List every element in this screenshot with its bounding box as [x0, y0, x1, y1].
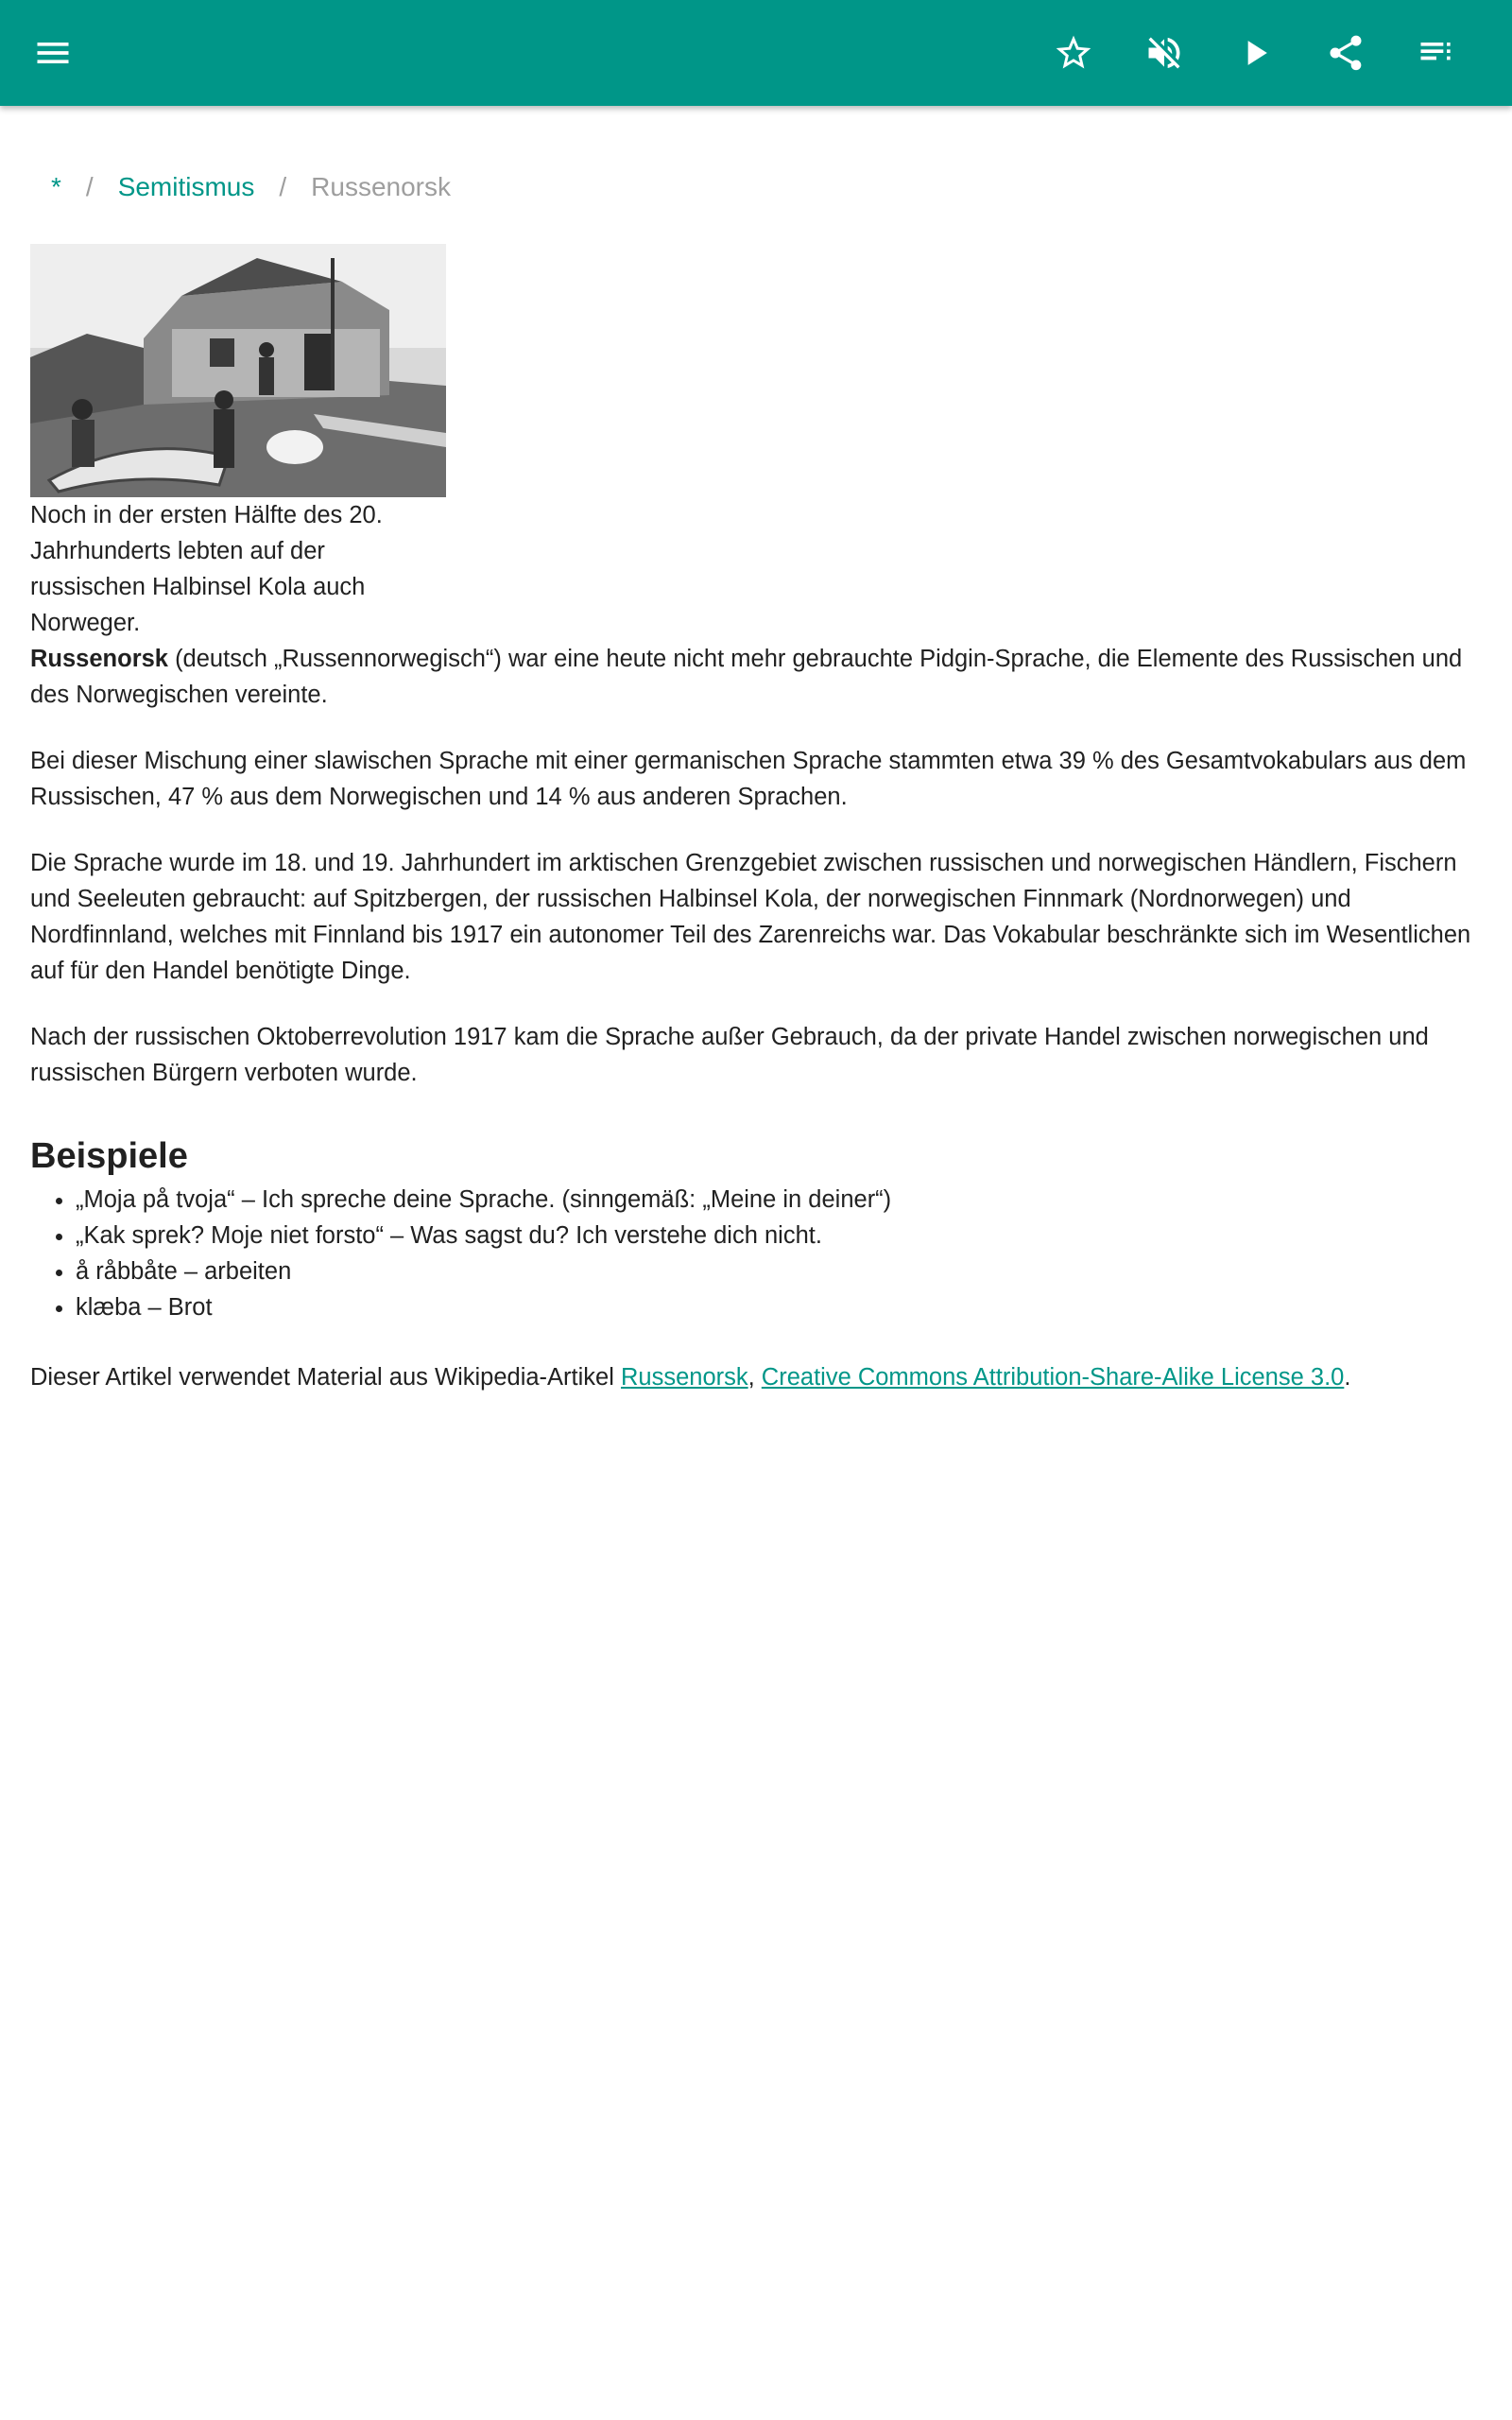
attribution [30, 1359, 1486, 1395]
menu-icon[interactable] [23, 23, 83, 83]
breadcrumb [51, 168, 1486, 206]
article-content [30, 151, 1486, 1426]
attribution-separator: , [747, 1364, 762, 1391]
breadcrumb-separator: / [279, 172, 287, 201]
figure-caption: Noch in der ersten Hälfte des 20. Jahrhunderts lebten auf der russischen Halbinsel Kola auch Norweger. [30, 502, 383, 636]
paragraph-vocabulary: Bei dieser Mischung einer slawischen Sprache mit einer germanischen Sprache stammten etwa 39 % des Gesamtvokabulars aus dem Russischen, 47 % aus dem Norwegischen und 14 % aus anderen Sprachen. [30, 748, 1467, 810]
paragraph-decline: Nach der russischen Oktoberrevolution 1917 kam die Sprache außer Gebrauch, da der private Handel zwischen norwegischen und russischen Bürgern verboten wurde. [30, 1024, 1429, 1086]
lead-paragraph [30, 641, 1486, 713]
app-bar [0, 0, 1512, 106]
license-link[interactable]: Creative Commons Attribution-Share-Alike License 3.0 [761, 1364, 1345, 1391]
article-term: Russenorsk [30, 646, 168, 672]
star-outline-icon[interactable] [1043, 23, 1104, 83]
breadcrumb-separator: / [85, 172, 94, 201]
list-item: • klæba – Brot [76, 1289, 1486, 1325]
article-photo[interactable] [30, 244, 446, 497]
volume-off-icon[interactable] [1134, 23, 1194, 83]
lead-text: (deutsch „Russennorwegisch“) war eine heute nicht mehr gebrauchte Pidgin-Sprache, die Elemente des Russischen und des Norwegischen vereinte. [30, 646, 1463, 708]
article-figure [30, 244, 446, 641]
breadcrumb-home-link[interactable]: * [51, 172, 61, 201]
attribution-suffix: . [1344, 1364, 1351, 1391]
list-item: • „Moja på tvoja“ – Ich spreche deine Sprache. (sinngemäß: „Meine in deiner“) [76, 1182, 1486, 1218]
paragraph-history: Die Sprache wurde im 18. und 19. Jahrhundert im arktischen Grenzgebiet zwischen russischen und norwegischen Händlern, Fischern und Seeleuten gebraucht: auf Spitzbergen, der russischen Halbinsel Kola, der norwegischen Finnmark (Nordnorwegen) und Nordfinnland, welches mit Finnland bis 1917 ein autonomer Teil des Zarenreichs war. Das Vokabular beschränkte sich im Wesentlichen auf für den Handel benötigte Dinge. [30, 850, 1471, 984]
share-icon[interactable] [1315, 23, 1376, 83]
playlist-icon[interactable] [1406, 23, 1467, 83]
attribution-prefix: Dieser Artikel verwendet Material aus Wikipedia-Artikel [30, 1364, 621, 1391]
list-item: • å råbbåte – arbeiten [76, 1253, 1486, 1289]
examples-list [30, 1182, 1486, 1325]
breadcrumb-parent-link[interactable]: Semitismus [117, 172, 255, 201]
list-item: • „Kak sprek? Moje niet forsto“ – Was sagst du? Ich verstehe dich nicht. [76, 1218, 1486, 1253]
play-icon[interactable] [1225, 23, 1285, 83]
wikipedia-article-link[interactable]: Russenorsk [620, 1364, 748, 1391]
section-heading-examples: Beispiele [30, 1136, 188, 1176]
breadcrumb-current: Russenorsk [311, 172, 452, 201]
